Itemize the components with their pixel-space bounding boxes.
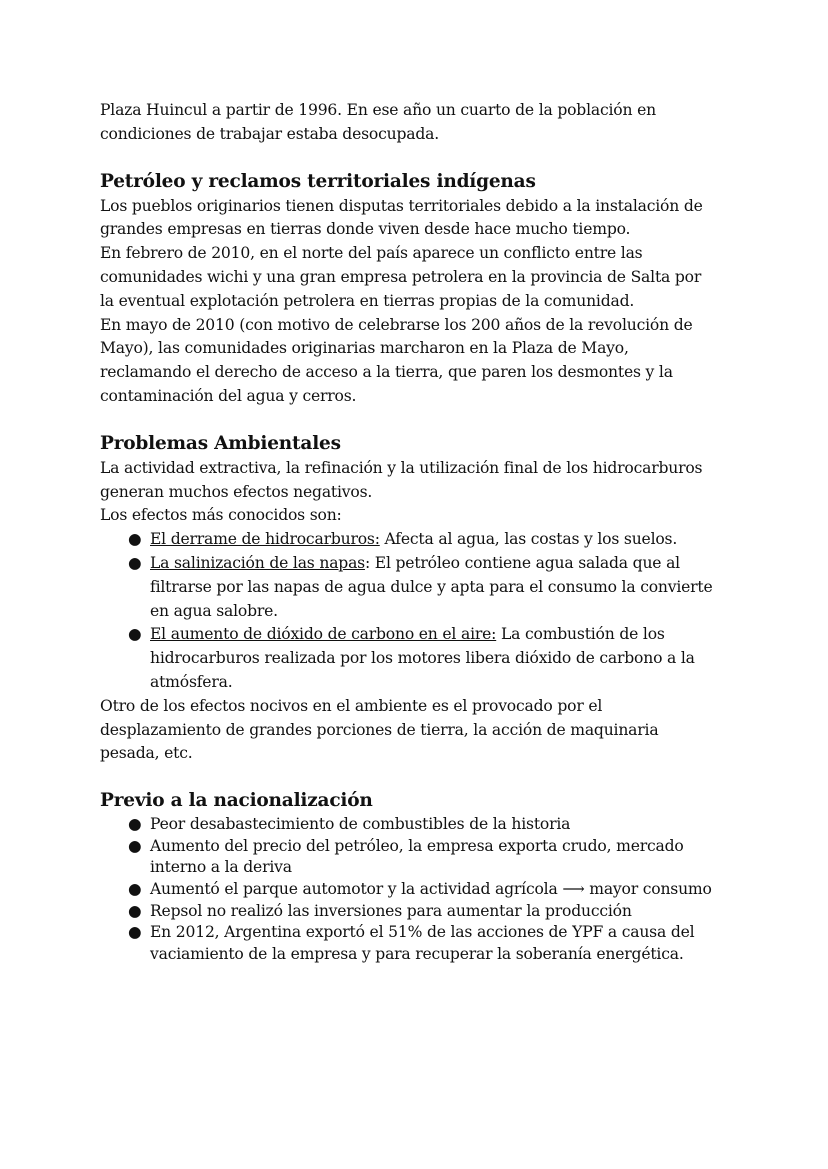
text-line: generan muchos efectos negativos.: [100, 482, 373, 501]
list-item: [100, 901, 740, 923]
text-line: grandes empresas en tierras donde viven desde hace mucho tiempo.: [100, 220, 631, 239]
list-item: [100, 528, 740, 552]
text-line: Aumento del precio del petróleo, la empresa exporta crudo, mercado: [150, 836, 684, 855]
list-item: [100, 922, 740, 965]
text-line: en agua salobre.: [150, 601, 278, 620]
list-item: [100, 879, 740, 901]
bullet-icon: ●: [128, 553, 142, 572]
text: : El petróleo contiene agua salada que al: [364, 553, 680, 572]
text-line: vaciamiento de la empresa y para recuperar la soberanía energética.: [150, 944, 684, 963]
text-line: Los pueblos originarios tienen disputas territoriales debido a la instalación de: [100, 196, 703, 215]
text-line: Mayo), las comunidades originarias marcharon en la Plaza de Mayo,: [100, 339, 629, 358]
section-body: [100, 457, 740, 766]
text-line: En 2012, Argentina exportó el 51% de las acciones de YPF a causa del: [150, 923, 695, 942]
bullet-icon: ●: [128, 836, 142, 855]
text-line: contaminación del agua y cerros.: [100, 386, 357, 405]
text-line: En mayo de 2010 (con motivo de celebrarse los 200 años de la revolución de: [100, 315, 693, 334]
document-page: [100, 99, 740, 965]
text-line: la eventual explotación petrolera en tierras propias de la comunidad.: [100, 291, 635, 310]
text-line: Peor desabastecimiento de combustibles de la historia: [150, 815, 571, 834]
list-item: [100, 836, 740, 879]
text-line: comunidades wichi y una gran empresa petrolera en la provincia de Salta por: [100, 267, 702, 286]
underlined-term: La salinización de las napas: [150, 553, 365, 572]
effects-list: [100, 528, 740, 695]
text-line: Plaza Huincul a partir de 1996. En ese año un cuarto de la población en: [100, 101, 656, 119]
text: Afecta al agua, las costas y los suelos.: [379, 530, 678, 549]
text-line: Aumentó el parque automotor y la actividad agrícola ⟶ mayor consumo: [150, 879, 712, 898]
bullet-icon: ●: [128, 923, 142, 942]
text-line: atmósfera.: [150, 672, 233, 691]
text-line: reclamando el derecho de acceso a la tierra, que paren los desmontes y la: [100, 363, 673, 382]
intro-paragraph: [100, 99, 740, 147]
text-line: interno a la deriva: [150, 858, 292, 877]
text-line: La actividad extractiva, la refinación y la utilización final de los hidrocarburos: [100, 458, 703, 477]
bullet-icon: ●: [128, 901, 142, 920]
list-item: [100, 623, 740, 694]
bullet-icon: ●: [128, 530, 142, 549]
section-body: [100, 195, 740, 409]
text-line: condiciones de trabajar estaba desocupada.: [100, 124, 440, 143]
list-item: [100, 552, 740, 623]
text-line: desplazamiento de grandes porciones de tierra, la acción de maquinaria: [100, 720, 659, 739]
underlined-term: El derrame de hidrocarburos:: [150, 530, 380, 549]
text-line: filtrarse por las napas de agua dulce y apta para el consumo la convierte: [150, 577, 713, 596]
bullet-icon: ●: [128, 625, 142, 644]
underlined-term: El aumento de dióxido de carbono en el aire:: [150, 625, 497, 644]
text-line: Los efectos más conocidos son:: [100, 506, 342, 525]
section-heading: Previo a la nacionalización: [100, 790, 373, 812]
text-line: Repsol no realizó las inversiones para aumentar la producción: [150, 901, 632, 920]
bullet-icon: ●: [128, 815, 142, 834]
text-line: Otro de los efectos nocivos en el ambiente es el provocado por el: [100, 696, 603, 715]
bullet-icon: ●: [128, 879, 142, 898]
text-line: En febrero de 2010, en el norte del país aparece un conflicto entre las: [100, 244, 643, 263]
section-heading: Problemas Ambientales: [100, 432, 341, 454]
text-line: pesada, etc.: [100, 744, 193, 763]
nationalization-list: [100, 814, 740, 965]
text: La combustión de los: [496, 625, 665, 644]
section-heading: Petróleo y reclamos territoriales indígenas: [100, 170, 536, 192]
list-item: [100, 814, 740, 836]
text-line: hidrocarburos realizada por los motores libera dióxido de carbono a la: [150, 649, 695, 668]
